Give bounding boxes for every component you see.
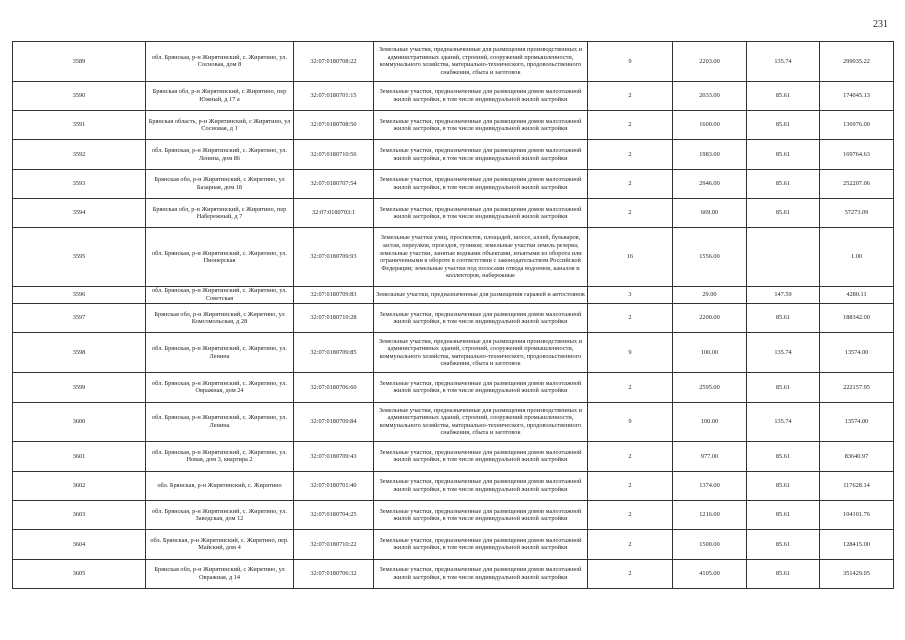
row-id-cell: 3594 [13,199,146,228]
table-row [13,199,894,228]
cadastral-value-cell: 222157.95 [820,373,894,402]
land-use-cell: Земельные участки, предназначенные для размещения гаражей и автостоянок [374,287,588,304]
area-cell: 1600.00 [673,111,747,140]
table-row [13,169,894,198]
use-group-cell: 2 [588,559,673,588]
use-group-cell: 2 [588,500,673,529]
rate-cell: 85.61 [747,471,820,500]
land-use-cell: Земельные участки, предназначенные для размещения домов малоэтажной жилой застройки, в том числе индивидуальной жилой застройки [374,471,588,500]
address-cell: обл. Брянская, р-н Жирятинский, с. Жирятино, ул. Ленина [146,402,294,442]
table-row [13,228,894,287]
cadastral-number-cell: 32:07:0180710:56 [294,140,374,169]
table-row [13,559,894,588]
table-row [13,530,894,559]
cadastral-number-cell: 32:07:0180709:84 [294,402,374,442]
address-cell: Брянская обл, р-н Жирятинский, с Жирятино, ул Комсомольская, д 28 [146,304,294,333]
rate-cell: 85.61 [747,199,820,228]
cadastral-number-cell: 32:07:0180701:15 [294,81,374,110]
rate-cell: 135.74 [747,42,820,82]
land-use-cell: Земельные участки улиц, проспектов, площадей, шоссе, аллей, бульваров, застав, переулков, проездов, тупиков; земельные участки земель резерва; земельные участки, занятые водными объектами, изъятыми из оборота или ограниченными в обороте в соответствии с законодательством Российской Федерации; земельные участки под полосами отвода водоемов, каналов и коллекторов, набережные [374,228,588,287]
rate-cell: 85.61 [747,169,820,198]
row-id-cell: 3591 [13,111,146,140]
use-group-cell: 9 [588,333,673,373]
use-group-cell: 9 [588,402,673,442]
row-id-cell: 3603 [13,500,146,529]
land-use-cell: Земельные участки, предназначенные для размещения домов малоэтажной жилой застройки, в том числе индивидуальной жилой застройки [374,111,588,140]
address-cell: обл. Брянская, р-н Жирятинский, с. Жирятино, пер. Майский, дом 4 [146,530,294,559]
land-use-cell: Земельные участки, предназначенные для размещения домов малоэтажной жилой застройки, в том числе индивидуальной жилой застройки [374,81,588,110]
land-use-cell: Земельные участки, предназначенные для размещения домов малоэтажной жилой застройки, в том числе индивидуальной жилой застройки [374,199,588,228]
use-group-cell: 2 [588,530,673,559]
rate-cell: 85.61 [747,559,820,588]
cadastral-number-cell: 32:07:0180709:85 [294,333,374,373]
row-id-cell: 3602 [13,471,146,500]
cadastral-number-cell: 32:07:0180710:22 [294,530,374,559]
area-cell: 2200.00 [673,304,747,333]
use-group-cell: 2 [588,442,673,471]
area-cell: 2946.00 [673,169,747,198]
table-row [13,333,894,373]
area-cell: 100.00 [673,402,747,442]
area-cell: 669.00 [673,199,747,228]
address-cell: обл. Брянская, р-н Жирятинский, с. Жирятино, ул. Советская [146,287,294,304]
cadastral-number-cell: 32:07:0180706:60 [294,373,374,402]
table-row [13,402,894,442]
area-cell: 2203.00 [673,42,747,82]
address-cell: обл. Брянская, р-н Жирятинский, с. Жирятино, ул. Ленина, дом 86 [146,140,294,169]
table-row [13,81,894,110]
area-cell: 29.00 [673,287,747,304]
use-group-cell: 16 [588,228,673,287]
table-row [13,111,894,140]
use-group-cell: 2 [588,140,673,169]
area-cell: 2033.00 [673,81,747,110]
row-id-cell: 3600 [13,402,146,442]
table-row [13,471,894,500]
cadastral-number-cell: 32:07:0180709:83 [294,287,374,304]
rate-cell: 135.74 [747,402,820,442]
cadastral-value-cell: 117628.14 [820,471,894,500]
rate-cell: 85.61 [747,373,820,402]
cadastral-number-cell: 32:07:0180708:22 [294,42,374,82]
cadastral-value-cell: 13574.00 [820,333,894,373]
row-id-cell: 3597 [13,304,146,333]
land-use-cell: Земельные участки, предназначенные для размещения домов малоэтажной жилой застройки, в том числе индивидуальной жилой застройки [374,140,588,169]
address-cell: обл. Брянская, р-н Жирятинский, с. Жирятино [146,471,294,500]
land-use-cell: Земельные участки, предназначенные для размещения производственных и административных зданий, строений, сооружений промышленности, коммунального хозяйства, материально-технического, продовольственного снабжения, сбыта и заготовок [374,333,588,373]
rate-cell: 85.61 [747,500,820,529]
table-row [13,500,894,529]
address-cell: обл. Брянская, р-н Жирятинский, с. Жирятино, ул. Овражная, дом 24 [146,373,294,402]
land-use-cell: Земельные участки, предназначенные для размещения домов малоэтажной жилой застройки, в том числе индивидуальной жилой застройки [374,442,588,471]
cadastral-value-cell: 57273.09 [820,199,894,228]
cadastral-value-cell: 252207.06 [820,169,894,198]
rate-cell: 147.59 [747,287,820,304]
row-id-cell: 3599 [13,373,146,402]
address-cell: Брянская обл, р-н Жирятинский, с Жирятино, пер Южный, д 17 а [146,81,294,110]
cadastral-value-cell: 1.00 [820,228,894,287]
address-cell: Брянская область, р-н Жирятинский, с Жирятино, ул Сосновая, д 1 [146,111,294,140]
land-use-cell: Земельные участки, предназначенные для размещения домов малоэтажной жилой застройки, в том числе индивидуальной жилой застройки [374,500,588,529]
rate-cell: 85.61 [747,304,820,333]
rate-cell: 85.61 [747,140,820,169]
cadastral-number-cell: 32:07:0180703:1 [294,199,374,228]
cadastral-value-cell: 128415.00 [820,530,894,559]
use-group-cell: 2 [588,304,673,333]
cadastral-number-cell: 32:07:0180709:93 [294,228,374,287]
table-row [13,373,894,402]
row-id-cell: 3601 [13,442,146,471]
row-id-cell: 3596 [13,287,146,304]
cadastral-number-cell: 32:07:0180710:28 [294,304,374,333]
address-cell: обл. Брянская, р-н Жирятинский, с. Жирятино, ул. Ленина [146,333,294,373]
area-cell: 977.00 [673,442,747,471]
cadastral-value-cell: 351429.05 [820,559,894,588]
area-cell: 2595.00 [673,373,747,402]
table-row [13,42,894,82]
address-cell: обл. Брянская, р-н Жирятинский, с. Жирятино, ул. Сосновая, дом 8 [146,42,294,82]
row-id-cell: 3589 [13,42,146,82]
land-use-cell: Земельные участки, предназначенные для размещения домов малоэтажной жилой застройки, в том числе индивидуальной жилой застройки [374,373,588,402]
land-use-cell: Земельные участки, предназначенные для размещения домов малоэтажной жилой застройки, в том числе индивидуальной жилой застройки [374,304,588,333]
use-group-cell: 2 [588,111,673,140]
use-group-cell: 2 [588,81,673,110]
row-id-cell: 3590 [13,81,146,110]
use-group-cell: 2 [588,471,673,500]
row-id-cell: 3593 [13,169,146,198]
area-cell: 100.00 [673,333,747,373]
area-cell: 1500.00 [673,530,747,559]
cadastral-value-cell: 169764.63 [820,140,894,169]
cadastral-number-cell: 32:07:0180706:32 [294,559,374,588]
table-row [13,304,894,333]
area-cell: 1374.00 [673,471,747,500]
cadastral-number-cell: 32:07:0180709:43 [294,442,374,471]
land-use-cell: Земельные участки, предназначенные для размещения домов малоэтажной жилой застройки, в том числе индивидуальной жилой застройки [374,530,588,559]
address-cell: обл. Брянская, р-н Жирятинский, с. Жирятино, ул. Пионерская [146,228,294,287]
land-use-cell: Земельные участки, предназначенные для размещения производственных и административных зданий, строений, сооружений промышленности, коммунального хозяйства, материально-технического, продовольственного снабжения, сбыта и заготовок [374,402,588,442]
use-group-cell: 2 [588,373,673,402]
use-group-cell: 3 [588,287,673,304]
address-cell: Брянская обл, р-н Жирятинский, с Жирятино, ул Базарная, дом 18 [146,169,294,198]
address-cell: обл. Брянская, р-н Жирятинский, с. Жирятино, ул. Заводская, дом 12 [146,500,294,529]
rate-cell: 135.74 [747,333,820,373]
table-row [13,442,894,471]
table-row [13,140,894,169]
cadastral-number-cell: 32:07:0180704:25 [294,500,374,529]
row-id-cell: 3604 [13,530,146,559]
land-use-cell: Земельные участки, предназначенные для размещения домов малоэтажной жилой застройки, в том числе индивидуальной жилой застройки [374,559,588,588]
cadastral-number-cell: 32:07:0180708:50 [294,111,374,140]
use-group-cell: 9 [588,42,673,82]
rate-cell: 85.61 [747,530,820,559]
rate-cell: 85.61 [747,111,820,140]
cadastral-value-cell: 104101.76 [820,500,894,529]
table-row [13,287,894,304]
cadastral-value-cell: 4280.11 [820,287,894,304]
cadastral-number-cell: 32:07:0180701:40 [294,471,374,500]
cadastral-value-cell: 136976.00 [820,111,894,140]
page-number: 231 [873,19,888,30]
row-id-cell: 3592 [13,140,146,169]
address-cell: обл. Брянская, р-н Жирятинский, с. Жирятино, ул. Новая, дом 3, квартира 2 [146,442,294,471]
area-cell: 1983.00 [673,140,747,169]
cadastral-value-cell: 174045.13 [820,81,894,110]
table-body [13,42,894,589]
row-id-cell: 3595 [13,228,146,287]
cadastral-value-cell: 188342.00 [820,304,894,333]
rate-cell: 85.61 [747,442,820,471]
cadastral-value-cell: 83640.97 [820,442,894,471]
rate-cell [747,228,820,287]
rate-cell: 85.61 [747,81,820,110]
cadastral-value-cell: 299035.22 [820,42,894,82]
cadastral-number-cell: 32:07:0180707:54 [294,169,374,198]
address-cell: Брянская обл, р-н Жирятинский, с Жирятино, ул Овражная, д 14 [146,559,294,588]
cadastral-value-cell: 13574.00 [820,402,894,442]
land-register-table [12,41,894,589]
row-id-cell: 3605 [13,559,146,588]
use-group-cell: 2 [588,169,673,198]
area-cell: 1216.00 [673,500,747,529]
land-use-cell: Земельные участки, предназначенные для размещения производственных и административных зданий, строений, сооружений промышленности, коммунального хозяйства, материально-технического, продовольственного снабжения, сбыта и заготовок [374,42,588,82]
land-use-cell: Земельные участки, предназначенные для размещения домов малоэтажной жилой застройки, в том числе индивидуальной жилой застройки [374,169,588,198]
row-id-cell: 3598 [13,333,146,373]
address-cell: Брянская обл, р-н Жирятинский, с Жирятино, пер Набережный, д 7 [146,199,294,228]
area-cell: 1556.00 [673,228,747,287]
area-cell: 4105.00 [673,559,747,588]
use-group-cell: 2 [588,199,673,228]
